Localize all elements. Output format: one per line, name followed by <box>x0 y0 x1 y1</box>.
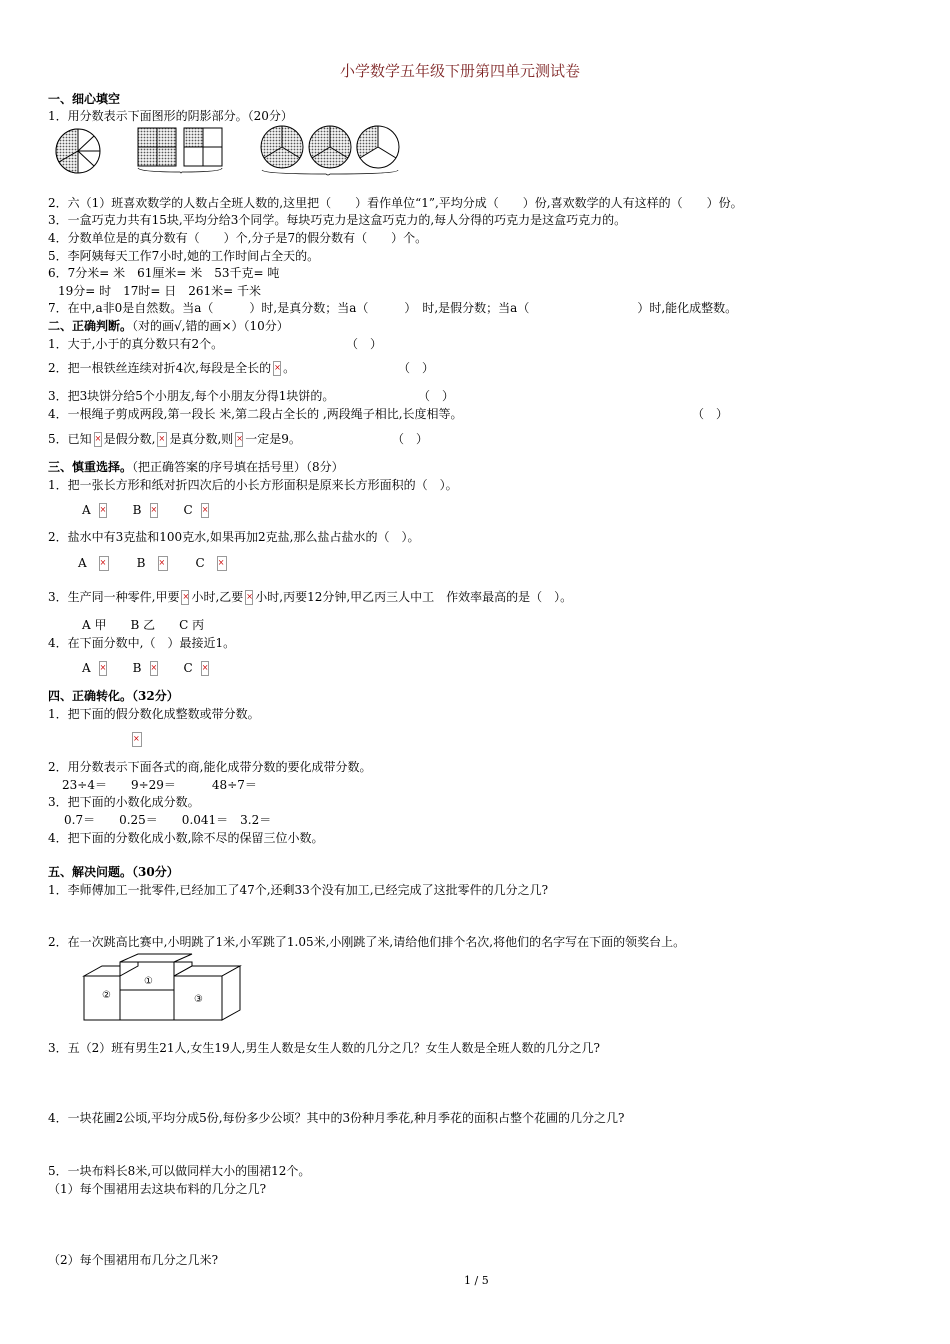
s5-q5a: （1）每个围裙用去这块布料的几分之几? <box>48 1182 267 1196</box>
fraction-image-placeholder <box>132 732 142 747</box>
s5-q5: 5．一块布料长8米,可以做同样大小的围裙12个。 <box>48 1164 311 1178</box>
option-c-label: C <box>183 661 193 675</box>
s3-q2: 2．盐水中有3克盐和100克水,如果再加2克盐,那么盐占盐水的（ ）。 <box>48 530 420 544</box>
s3-q3-text-1: 3．生产同一种零件,甲要 <box>48 590 180 604</box>
s5-q2: 2．在一次跳高比赛中,小明跳了1米,小军跳了1.05米,小刚跳了米,请给他们排个名次,将他们的名字写在下面的领奖台上。 <box>48 935 686 949</box>
section-3-heading: 三、慎重选择。 <box>48 460 133 474</box>
section-2-heading: 二、正确判断。 <box>48 319 133 333</box>
s3-q4-options <box>82 661 211 676</box>
fraction-image-placeholder <box>158 556 168 571</box>
s2-q5-text-1: 5．已知 <box>48 432 92 446</box>
page-number: 1 / 5 <box>464 1274 489 1287</box>
s2-q3-paren: （ ） <box>418 389 455 403</box>
fraction-image-placeholder <box>94 432 102 447</box>
fraction-image-placeholder <box>99 503 107 518</box>
s2-q3: 3．把3块饼分给5个小朋友,每个小朋友分得1块饼的。 <box>48 389 335 403</box>
section-3-note: （把正确答案的序号填在括号里）（8分） <box>132 460 344 474</box>
s1-q6b: 19分= 时 17时= 日 261米= 千米 <box>58 284 262 298</box>
s2-q5 <box>48 432 301 447</box>
section-3-heading-line <box>48 460 344 474</box>
s1-q5: 5．李阿姨每天工作7小时,她的工作时间占全天的。 <box>48 249 320 263</box>
fraction-image-placeholder <box>201 661 209 676</box>
s2-q1-paren: （ ） <box>346 337 383 351</box>
s3-q3-options: A 甲 B 乙 C 丙 <box>82 618 205 632</box>
s5-q3: 3．五（2）班有男生21人,女生19人,男生人数是女生人数的几分之几？女生人数是全班人数的几分之几? <box>48 1041 600 1055</box>
s2-q1: 1．大于,小于的真分数只有2个。 <box>48 337 224 351</box>
option-b-label: B <box>136 556 146 570</box>
option-a-label: A <box>78 556 87 570</box>
s5-q5b: （2）每个围裙用布几分之几米? <box>48 1253 219 1267</box>
option-a-label: A <box>82 503 91 517</box>
fraction-image-placeholder <box>150 503 158 518</box>
podium-label-1: ① <box>144 976 153 987</box>
s2-q2 <box>48 361 295 376</box>
s4-q2: 2．用分数表示下面各式的商,能化成带分数的要化成带分数。 <box>48 760 372 774</box>
podium-label-3: ③ <box>194 994 203 1005</box>
s1-q2: 2．六（1）班喜欢数学的人数占全班人数的,这里把（ ）看作单位“1”,平均分成（ ）份,喜欢数学的人有这样的（ ）份。 <box>48 196 743 210</box>
fraction-image-placeholder <box>181 590 189 605</box>
s1-q3: 3．一盒巧克力共有15块,平均分给3个同学。每块巧克力是这盒巧克力的,每人分得的巧克力是这盒巧克力的。 <box>48 213 627 227</box>
s5-q1: 1．李师傅加工一批零件,已经加工了47个,还剩33个没有加工,已经完成了这批零件的几分之几? <box>48 883 549 897</box>
podium-label-2: ② <box>102 990 111 1001</box>
s5-q4: 4．一块花圃2公顷,平均分成5份,每份多少公顷？其中的3份种月季花,种月季花的面积占整个花圃的几分之几? <box>48 1111 625 1125</box>
option-b-label: B <box>132 503 142 517</box>
s1-q6a: 6．7分米= 米 61厘米= 米 53千克= 吨 <box>48 266 280 280</box>
s3-q2-options <box>78 556 229 571</box>
option-c-label: C <box>183 503 193 517</box>
fraction-image-placeholder <box>217 556 227 571</box>
option-a-label: A <box>82 661 91 675</box>
fraction-image-placeholder <box>150 661 158 676</box>
three-circle-figure <box>261 126 399 175</box>
fraction-figures <box>50 124 410 176</box>
s4-q3: 3．把下面的小数化成分数。 <box>48 795 200 809</box>
s4-q4: 4．把下面的分数化成小数,除不尽的保留三位小数。 <box>48 831 324 845</box>
fraction-image-placeholder <box>157 432 167 447</box>
fraction-image-placeholder <box>273 361 281 376</box>
square-grid-figure <box>138 128 222 173</box>
s3-q3-text-3: 小时,丙要12分钟,甲乙丙三人中工 作效率最高的是（ ）。 <box>255 590 573 604</box>
s2-q4-paren: （ ） <box>692 407 729 421</box>
section-4-heading: 四、正确转化。（32分） <box>48 689 179 703</box>
podium-figure <box>80 952 250 1026</box>
s3-q3 <box>48 590 572 605</box>
s4-q3-equations: 0.7＝ 0.25＝ 0.041＝ 3.2＝ <box>64 813 272 827</box>
s2-q2-paren: （ ） <box>398 361 435 375</box>
section-1-heading: 一、细心填空 <box>48 92 121 106</box>
s2-q5-text-3: 是真分数,则 <box>169 432 234 446</box>
s3-q1-options <box>82 503 211 518</box>
option-c-label: C <box>195 556 205 570</box>
circle-figure-1 <box>56 129 100 173</box>
page-title: 小学数学五年级下册第四单元测试卷 <box>340 62 581 80</box>
s2-q5-text-2: 是假分数, <box>103 432 156 446</box>
s1-q1: 1．用分数表示下面图形的阴影部分。（20分） <box>48 109 293 123</box>
fraction-image-placeholder <box>99 661 107 676</box>
s4-q2-equations: 23÷4＝ 9÷29＝ 48÷7＝ <box>62 778 257 792</box>
s4-q1-fractions <box>130 732 144 747</box>
fraction-image-placeholder <box>201 503 209 518</box>
s4-q1: 1．把下面的假分数化成整数或带分数。 <box>48 707 260 721</box>
s2-q2-text: 2．把一根铁丝连续对折4次,每段是全长的 <box>48 361 272 375</box>
section-5-heading: 五、解决问题。（30分） <box>48 865 179 879</box>
fraction-image-placeholder <box>245 590 253 605</box>
s2-q5-paren: （ ） <box>392 432 429 446</box>
section-2-note: （对的画√,错的画×）（10分） <box>132 319 289 333</box>
section-2-heading-line <box>48 319 289 333</box>
s2-q5-text-4: 一定是9。 <box>245 432 301 446</box>
s1-q7: 7．在中,a非0是自然数。当a（ ）时,是真分数；当a（ ） 时,是假分数；当a（ ）时,能化成整数。 <box>48 301 738 315</box>
s2-q2-end: 。 <box>283 361 296 375</box>
fraction-image-placeholder <box>99 556 109 571</box>
s3-q4: 4．在下面分数中,（ ）最接近1。 <box>48 636 236 650</box>
option-b-label: B <box>132 661 142 675</box>
s1-q4: 4．分数单位是的真分数有（ ）个,分子是7的假分数有（ ）个。 <box>48 231 428 245</box>
s3-q1: 1．把一张长方形和纸对折四次后的小长方形面积是原来长方形面积的（ ）。 <box>48 478 458 492</box>
s3-q3-text-2: 小时,乙要 <box>191 590 244 604</box>
fraction-image-placeholder <box>235 432 243 447</box>
s2-q4: 4．一根绳子剪成两段,第一段长 米,第二段占全长的 ,两段绳子相比,长度相等。 <box>48 407 463 421</box>
